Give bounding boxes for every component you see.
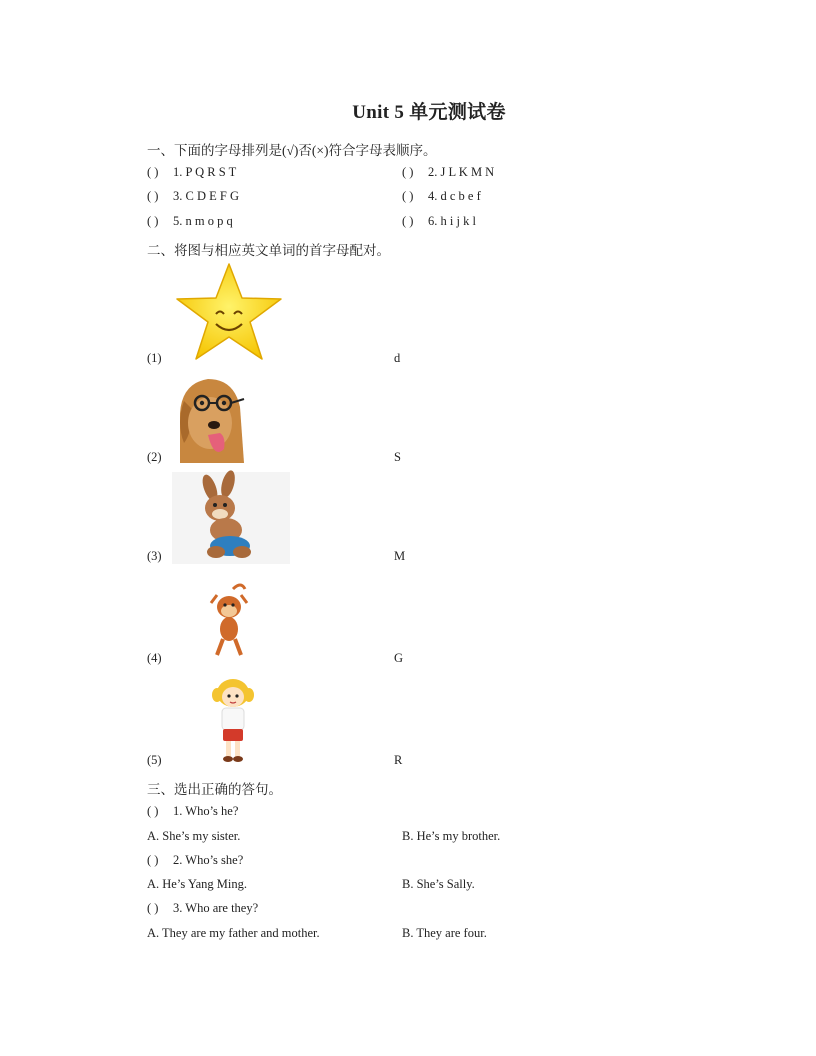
rabbit-icon — [172, 472, 290, 564]
option-a-1[interactable]: A. She’s my sister. — [147, 829, 241, 843]
answer-paren[interactable]: ( ) — [147, 189, 159, 203]
option-b-3[interactable]: B. They are four. — [402, 926, 487, 940]
question-1 — [147, 804, 238, 819]
answer-paren[interactable]: ( ) — [402, 214, 414, 228]
match-number-5: (5) — [147, 753, 162, 767]
answer-paren[interactable]: ( ) — [147, 901, 159, 915]
item-text: 4. d c b e f — [428, 189, 481, 203]
girl-icon — [209, 677, 257, 765]
match-letter-5[interactable]: R — [394, 753, 403, 767]
answer-paren[interactable]: ( ) — [402, 189, 414, 203]
item-text: 3. C D E F G — [173, 189, 239, 203]
question-text: 1. Who’s he? — [173, 804, 239, 818]
section3-heading: 三、选出正确的答句。 — [147, 782, 282, 797]
section1-heading: 一、下面的字母排列是(√)否(×)符合字母表顺序。 — [147, 143, 437, 158]
star-icon — [174, 262, 284, 362]
dog-icon — [174, 373, 246, 463]
answer-paren[interactable]: ( ) — [402, 165, 414, 179]
question-text: 2. Who’s she? — [173, 853, 244, 867]
match-number-3: (3) — [147, 549, 162, 563]
page-title: Unit 5 单元测试卷 — [352, 102, 506, 123]
match-number-1: (1) — [147, 351, 162, 365]
question-3 — [147, 901, 258, 916]
section1-item-4 — [402, 189, 481, 204]
question-text: 3. Who are they? — [173, 901, 259, 915]
match-number-4: (4) — [147, 651, 162, 665]
option-a-2[interactable]: A. He’s Yang Ming. — [147, 877, 248, 891]
question-2 — [147, 853, 243, 868]
section1-item-1 — [147, 165, 236, 180]
monkey-icon — [207, 581, 252, 659]
option-a-3[interactable]: A. They are my father and mother. — [147, 926, 320, 940]
section2-heading: 二、将图与相应英文单词的首字母配对。 — [147, 243, 390, 258]
match-letter-2[interactable]: S — [394, 450, 401, 464]
item-text: 5. n m o p q — [173, 214, 233, 228]
answer-paren[interactable]: ( ) — [147, 804, 159, 818]
section1-item-2 — [402, 165, 494, 180]
item-text: 1. P Q R S T — [173, 165, 237, 179]
section1-item-5 — [147, 214, 233, 229]
item-text: 2. J L K M N — [428, 165, 495, 179]
option-b-2[interactable]: B. She’s Sally. — [402, 877, 475, 891]
match-letter-3[interactable]: M — [394, 549, 406, 563]
match-letter-1[interactable]: d — [394, 351, 401, 365]
answer-paren[interactable]: ( ) — [147, 214, 159, 228]
section1-item-6 — [402, 214, 476, 229]
match-number-2: (2) — [147, 450, 162, 464]
match-letter-4[interactable]: G — [394, 651, 404, 665]
answer-paren[interactable]: ( ) — [147, 165, 159, 179]
option-b-1[interactable]: B. He’s my brother. — [402, 829, 501, 843]
section1-item-3 — [147, 189, 239, 204]
item-text: 6. h i j k l — [428, 214, 476, 228]
answer-paren[interactable]: ( ) — [147, 853, 159, 867]
